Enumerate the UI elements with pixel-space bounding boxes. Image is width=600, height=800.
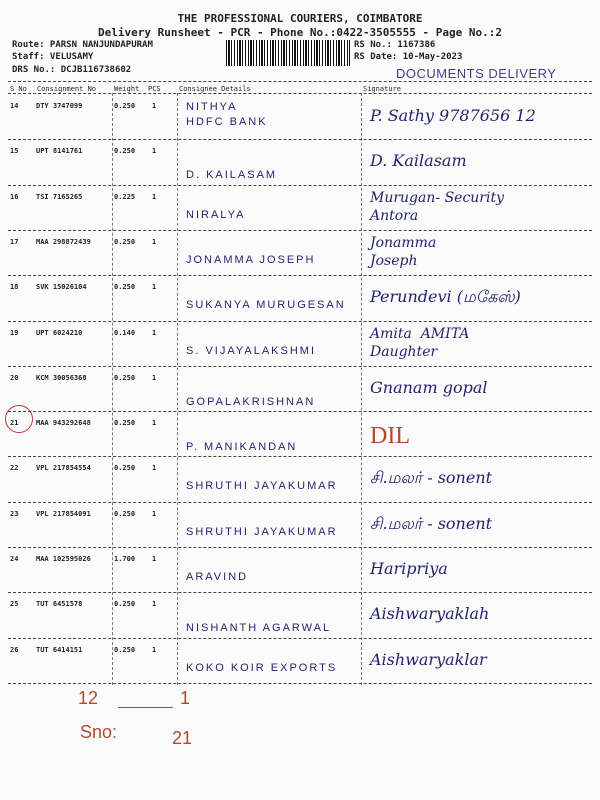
- weight-value: 0.250: [114, 509, 136, 518]
- consignee-name: SHRUTHI JAYAKUMAR: [186, 525, 338, 538]
- row-sno: 23: [10, 509, 19, 518]
- footer-sno-label: Sno:: [80, 722, 118, 742]
- pcs-value: 1: [152, 555, 157, 563]
- column-header-weight: Weight: [114, 85, 140, 93]
- signature: DIL: [370, 423, 410, 450]
- row-divider: [8, 683, 592, 684]
- pcs-value: 1: [152, 509, 157, 518]
- column-divider: [177, 93, 178, 685]
- rs-number: RS No.: 1167386: [354, 40, 436, 50]
- weight-value: 0.250: [114, 283, 136, 292]
- consignee-name: SUKANYA MURUGESAN: [186, 299, 346, 312]
- row-sno: 25: [10, 600, 19, 609]
- row-sno: 22: [10, 464, 19, 473]
- footer-sno-value: 21: [172, 728, 193, 748]
- row-sno: 14: [10, 102, 19, 110]
- consignee-name: JONAMMA JOSEPH: [186, 253, 316, 266]
- column-divider: [112, 93, 113, 685]
- pcs-value: 1: [152, 237, 157, 246]
- column-header-sno: S No: [10, 85, 27, 93]
- consignment-number: VPL 217854554: [36, 464, 91, 473]
- signature: Jonamma Joseph: [370, 234, 437, 269]
- column-header-consignee: Consignee Details: [179, 85, 251, 93]
- footer-count-right: 1: [180, 688, 191, 708]
- weight-value: 0.250: [114, 419, 136, 428]
- pcs-value: 1: [152, 464, 157, 473]
- consignee-name: NITHYA HDFC BANK: [186, 101, 268, 128]
- consignment-number: UPT 6024210: [36, 328, 83, 337]
- header-divider: [8, 93, 592, 94]
- weight-value: 1.700: [114, 555, 136, 563]
- row-divider: [8, 411, 592, 412]
- pcs-value: 1: [152, 102, 157, 110]
- consignment-number: VPL 217854091: [36, 509, 91, 518]
- row-sno: 20: [10, 373, 19, 382]
- consignee-name: SHRUTHI JAYAKUMAR: [186, 480, 338, 493]
- pcs-value: 1: [152, 192, 157, 201]
- table-top-border: [8, 81, 592, 82]
- footer-dash: [118, 707, 173, 708]
- row-sno: 24: [10, 555, 19, 563]
- footer-count-left: 12: [78, 688, 99, 708]
- consignee-name: ARAVIND: [186, 571, 249, 583]
- signature: D. Kailasam: [370, 151, 467, 171]
- pcs-value: 1: [152, 283, 157, 292]
- consignment-number: SVK 15026104: [36, 283, 87, 292]
- weight-value: 0.225: [114, 192, 136, 201]
- signature: P. Sathy 9787656 12: [370, 106, 536, 125]
- row-divider: [8, 139, 592, 140]
- pcs-value: 1: [152, 328, 157, 337]
- signature: Aishwaryaklar: [370, 649, 487, 669]
- weight-value: 0.250: [114, 464, 136, 473]
- weight-value: 0.250: [114, 237, 136, 246]
- row-divider: [8, 185, 592, 186]
- consignee-name: NIRALYA: [186, 208, 246, 221]
- row-divider: [8, 275, 592, 276]
- row-divider: [8, 456, 592, 457]
- weight-value: 0.250: [114, 600, 136, 609]
- signature: Gnanam gopal: [370, 377, 488, 397]
- barcode: [226, 40, 350, 66]
- signature: சி.மலர் - sonent: [370, 513, 493, 533]
- row-sno: 17: [10, 237, 19, 246]
- weight-value: 0.250: [114, 373, 136, 382]
- consignee-name: S. VIJAYALAKSHMI: [186, 344, 317, 357]
- column-header-consignment: Consignment No: [37, 85, 97, 93]
- row-sno: 15: [10, 147, 19, 156]
- row-divider: [8, 638, 592, 639]
- column-header-signature: Signature: [363, 85, 401, 93]
- consignee-name: NISHANTH AGARWAL: [186, 622, 332, 635]
- weight-value: 0.250: [114, 147, 136, 156]
- header-subtitle: Delivery Runsheet - PCR - Phone No.:0422-3505555 - Page No.:2: [98, 26, 502, 39]
- weight-value: 0.250: [114, 102, 136, 110]
- signature: Amita AMITA Daughter: [370, 325, 470, 360]
- consignment-number: TUT 6414151: [36, 645, 83, 654]
- row-divider: [8, 502, 592, 503]
- consignee-name: P. MANIKANDAN: [186, 441, 298, 454]
- consignment-number: DTY 3747099: [36, 102, 83, 110]
- rs-date: RS Date: 10-May-2023: [354, 52, 463, 62]
- documents-delivery-stamp: DOCUMENTS DELIVERY: [396, 66, 557, 81]
- drs-number: DRS No.: DCJB116738602: [12, 65, 132, 75]
- consignment-number: UPT 8141761: [36, 147, 83, 156]
- row-sno: 26: [10, 645, 19, 654]
- row-divider: [8, 366, 592, 367]
- signature: Aishwaryaklah: [370, 604, 490, 624]
- consignee-name: D. KAILASAM: [186, 169, 278, 182]
- pcs-value: 1: [152, 419, 157, 428]
- row-divider: [8, 547, 592, 548]
- consignment-number: TUT 6451578: [36, 600, 83, 609]
- weight-value: 0.140: [114, 328, 136, 337]
- row-divider: [8, 592, 592, 593]
- consignee-name: KOKO KOIR EXPORTS: [186, 661, 338, 674]
- signature: Haripriya: [370, 559, 448, 578]
- consignment-number: TSI 7165265: [36, 192, 83, 201]
- row-sno: 18: [10, 283, 19, 292]
- row-21-circle-mark: [5, 405, 33, 433]
- pcs-value: 1: [152, 373, 157, 382]
- consignment-number: MAA 298872439: [36, 237, 91, 246]
- weight-value: 0.250: [114, 645, 136, 654]
- consignee-name: GOPALAKRISHNAN: [186, 395, 316, 408]
- consignment-number: MAA 943292648: [36, 419, 91, 428]
- header-title: THE PROFESSIONAL COURIERS, COIMBATORE: [177, 12, 423, 25]
- row-sno: 21: [10, 419, 19, 428]
- row-sno: 16: [10, 192, 19, 201]
- consignment-number: MAA 102595026: [36, 555, 91, 563]
- route-label: Route: PARSN NANJUNDAPURAM: [12, 40, 153, 50]
- row-divider: [8, 321, 592, 322]
- pcs-value: 1: [152, 147, 157, 156]
- signature: சி.மலர் - sonent: [370, 468, 493, 488]
- signature: Murugan- Security Antora: [370, 189, 505, 224]
- row-sno: 19: [10, 328, 19, 337]
- pcs-value: 1: [152, 600, 157, 609]
- consignment-number: KCM 30056368: [36, 373, 87, 382]
- column-divider: [361, 93, 362, 685]
- signature: Perundevi (மகேஸ்): [370, 287, 521, 307]
- row-divider: [8, 230, 592, 231]
- pcs-value: 1: [152, 645, 157, 654]
- staff-label: Staff: VELUSAMY: [12, 52, 94, 62]
- column-header-pcs: PCS: [148, 85, 161, 93]
